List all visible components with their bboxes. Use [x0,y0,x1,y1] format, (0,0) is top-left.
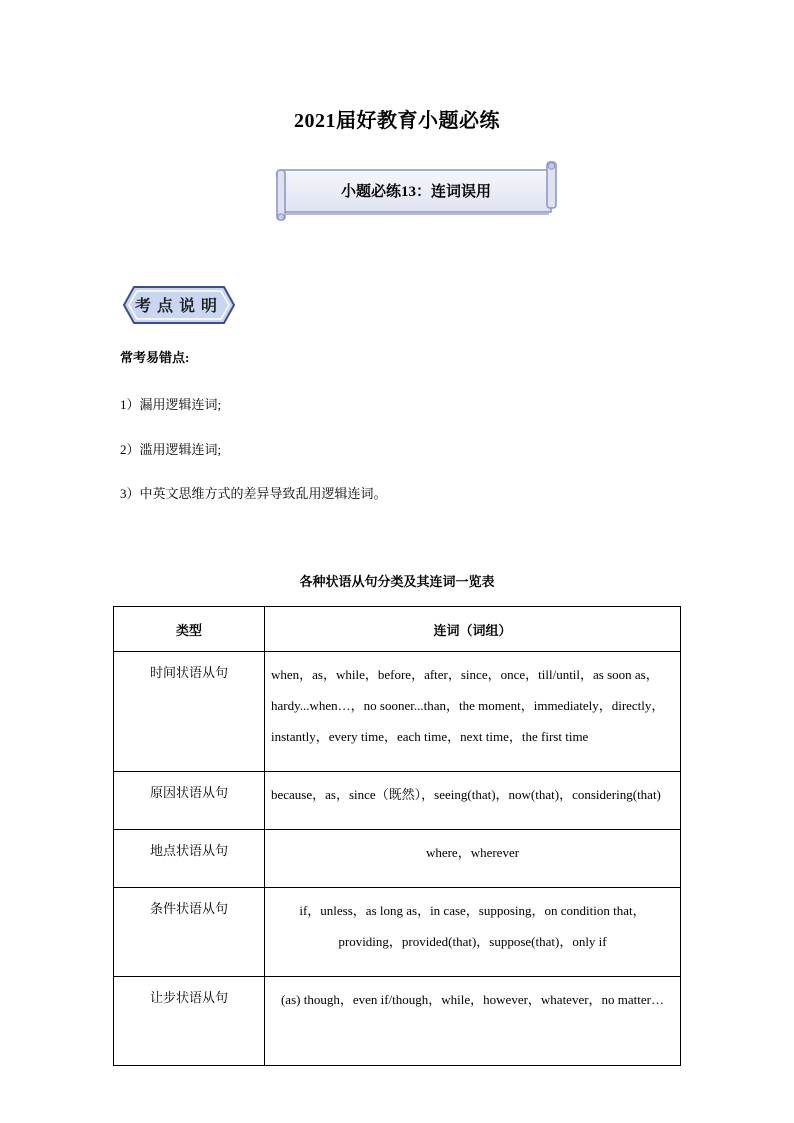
table-title: 各种状语从句分类及其连词一览表 [299,574,495,589]
clause-type: 地点状语从句 [114,830,265,888]
clause-type: 让步状语从句 [114,977,265,1066]
header-conjunctions: 连词（词组） [265,607,681,652]
document-title: 2021届好教育小题必练 [294,110,500,132]
error-point: 2）滥用逻辑连词; [120,442,222,457]
badge-label: 考点说明 [134,298,223,315]
table-row [114,888,681,977]
clause-conjunctions: (as) though，even if/though，while，however，whatever，no matter… [265,977,681,1066]
table-row [114,652,681,772]
clause-type: 条件状语从句 [114,888,265,977]
key-point-badge [122,285,236,325]
clause-conjunctions: where，wherever [265,830,681,888]
error-point: 3）中英文思维方式的差异导致乱用逻辑连词。 [120,486,387,501]
section-heading: 常考易错点: [120,350,190,365]
error-point: 1）漏用逻辑连词; [120,397,222,412]
banner-label: 小题必练13：连词误用 [340,184,491,200]
clause-conjunctions: when，as，while，before，after，since，once，till/until，as soon as，hardy...when…，no sooner...than，the moment，immediately，directly，instantly，every time，each time，next time，the first time [265,652,681,772]
table-row [114,830,681,888]
section-banner [273,160,559,222]
clause-conjunctions: if，unless，as long as，in case，supposing，on condition that，providing，provided(that)，suppose(that)，only if [265,888,681,977]
table-row [114,772,681,830]
clause-type: 时间状语从句 [114,652,265,772]
conjunction-table [113,606,681,1066]
clause-type: 原因状语从句 [114,772,265,830]
table-row [114,977,681,1066]
table-header-row [114,607,681,652]
clause-conjunctions: because，as，since（既然），seeing(that)，now(that)，considering(that) [265,772,681,830]
header-type: 类型 [114,607,265,652]
